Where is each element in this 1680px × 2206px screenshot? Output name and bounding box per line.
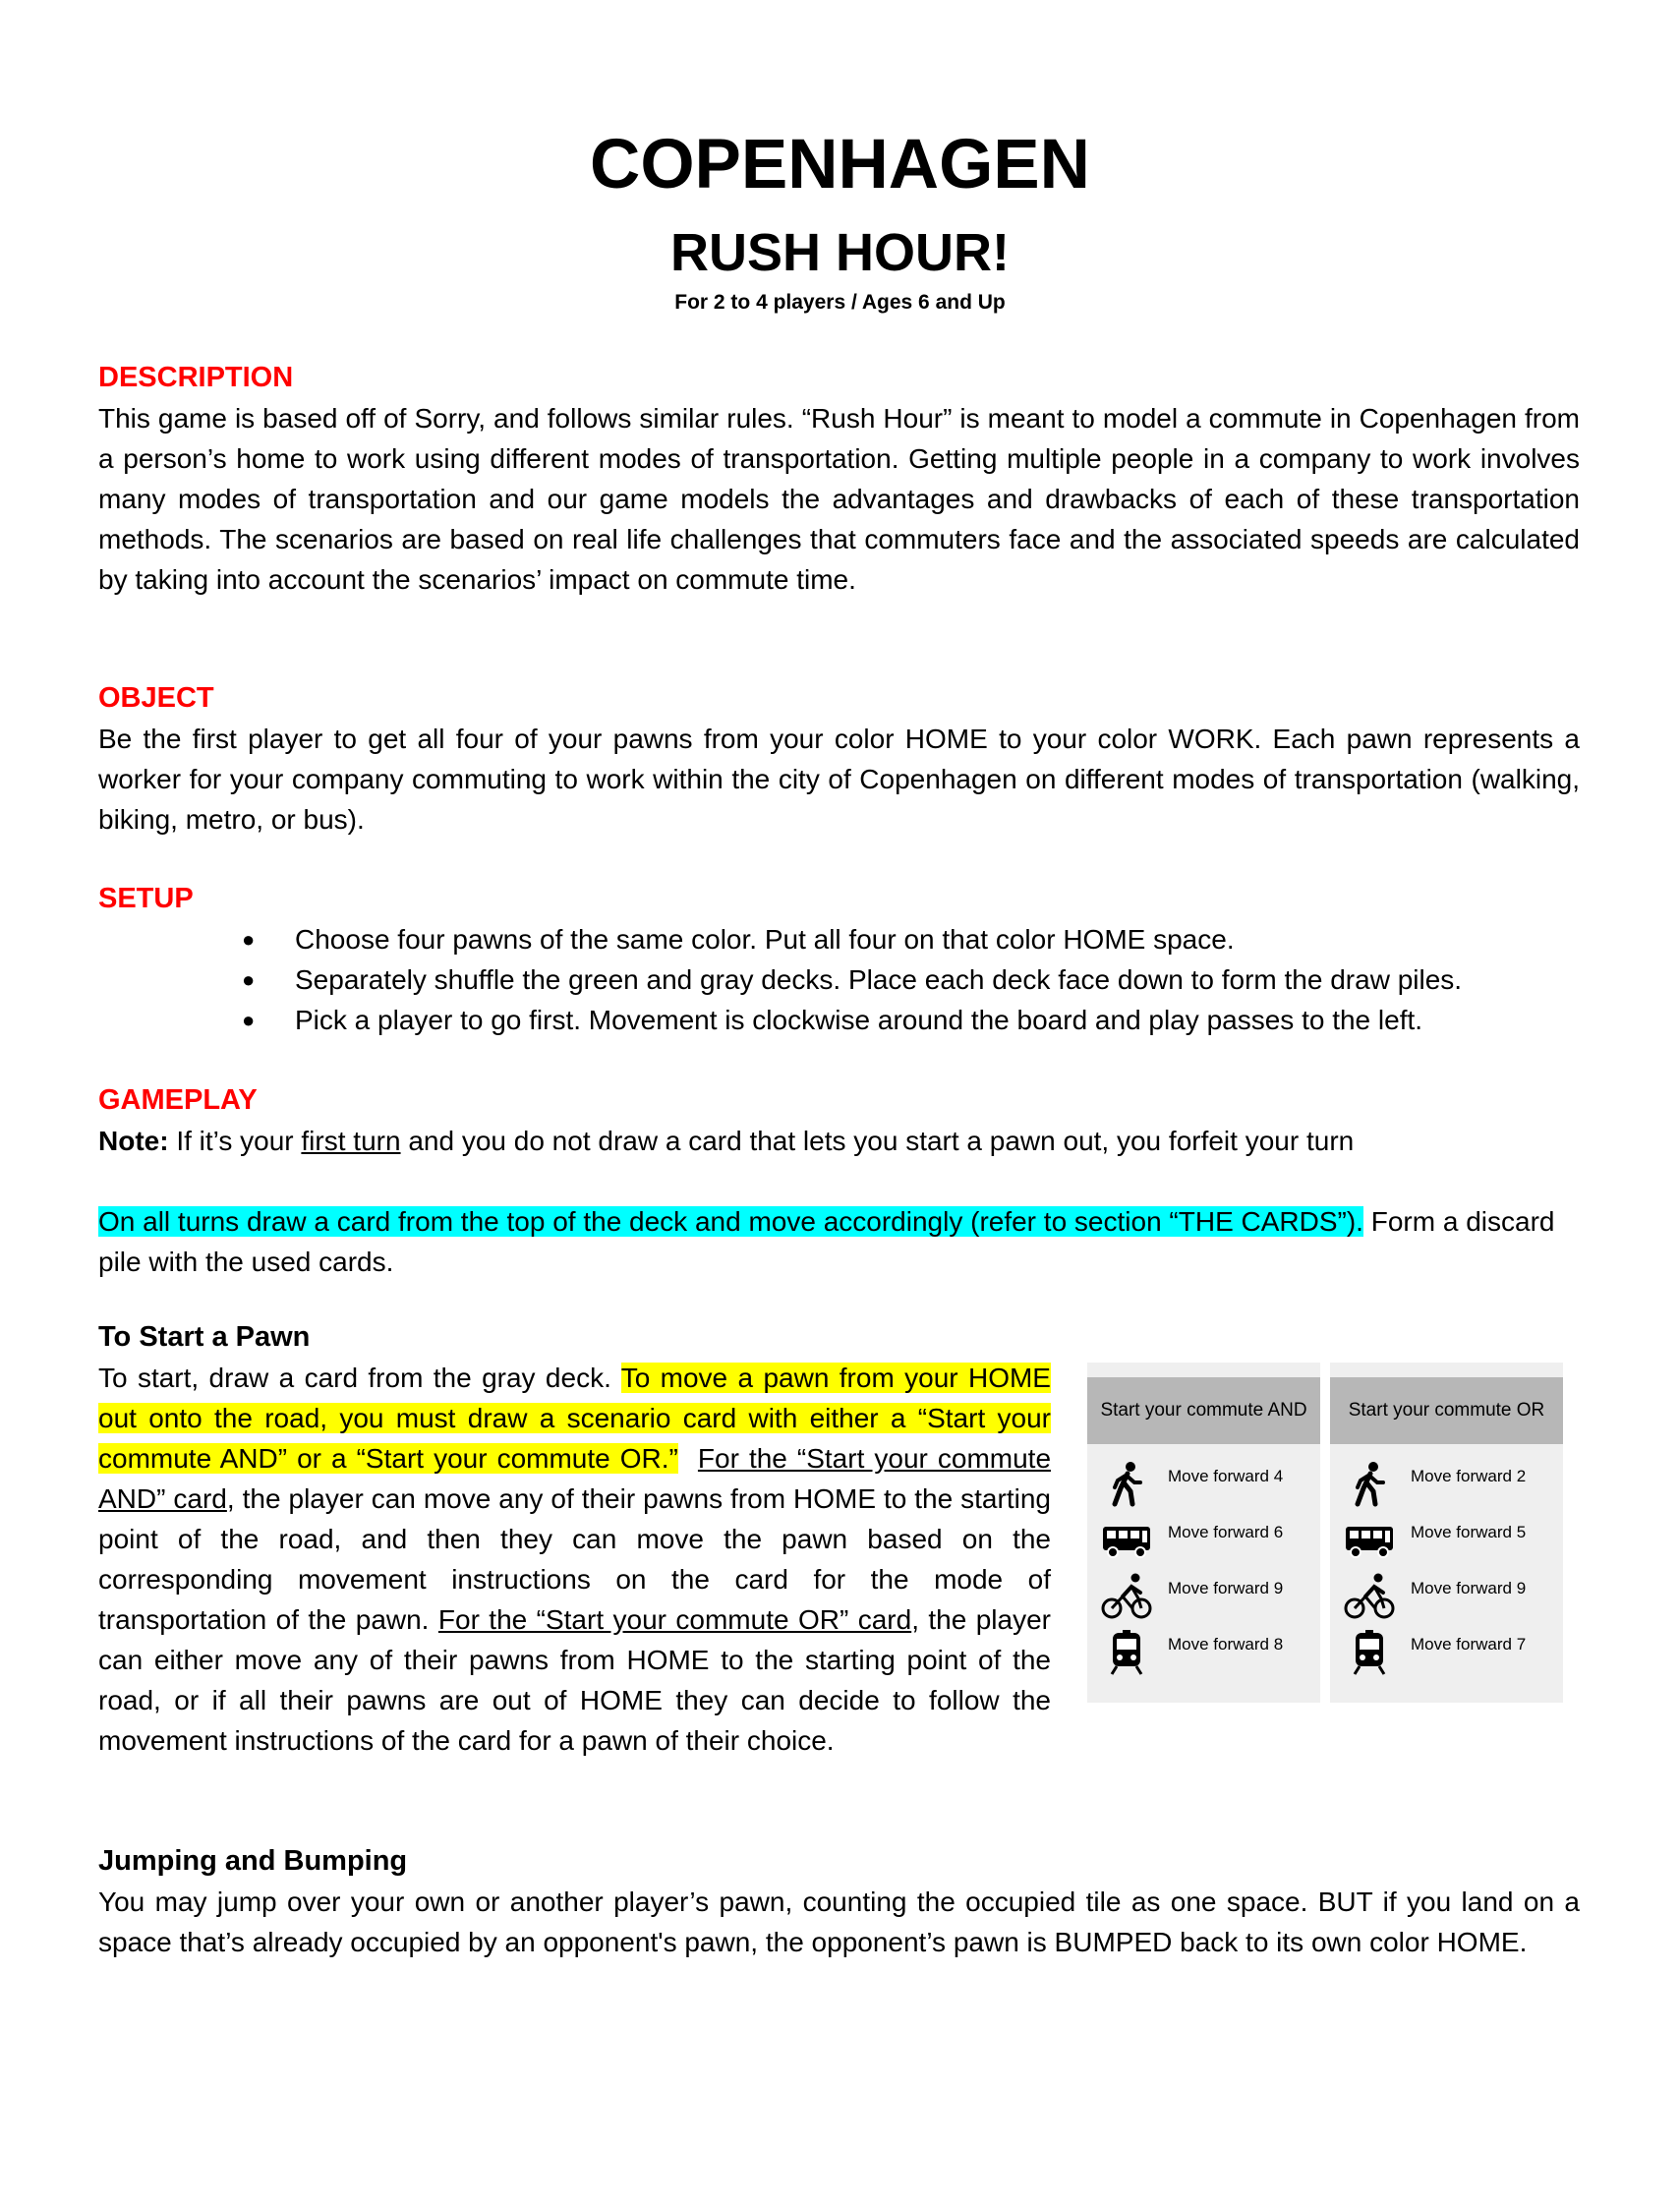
or-card-row [1330, 1461, 1563, 1510]
note-text-post: and you do not draw a card that lets you start a pawn out, you forfeit your turn [400, 1126, 1355, 1156]
jumping-text: You may jump over your own or another player’s pawn, counting the occupied tile as one space. BUT if you land on a space that’s already occupied by an opponent's pawn, the opponent’s pawn is BUMPED back to its own color HOME. [98, 1887, 1580, 1957]
document-title: COPENHAGEN [590, 126, 1090, 203]
metro-icon [1101, 1629, 1152, 1676]
scenario-cards-figure [1087, 1363, 1563, 1703]
turns-highlight: On all turns draw a card from the top of the deck and move accordingly (refer to section “THE CARDS”). [98, 1206, 1363, 1237]
setup-item-text: Choose four pawns of the same color. Put all four on that color HOME space. [295, 924, 1235, 955]
and-card [1087, 1363, 1320, 1703]
start-pawn-t1: To start, draw a card from the gray deck. [98, 1363, 621, 1393]
start-pawn-heading: To Start a Pawn [98, 1321, 311, 1353]
bullet-icon: ● [242, 927, 256, 952]
and-card-row [1087, 1573, 1320, 1622]
and-card-reference: For the “Start your commute AND” card [98, 1443, 1052, 1514]
or-card-reference: For the “Start your commute OR” card [437, 1604, 912, 1635]
turns-rest: Form a discard pile with the used cards. [98, 1206, 1555, 1277]
gameplay-section [98, 1080, 1580, 1282]
description-section [98, 358, 1580, 600]
and-card-row-text: Move forward 6 [1168, 1523, 1284, 1541]
or-card-row-text: Move forward 7 [1411, 1635, 1527, 1654]
walk-icon [1344, 1461, 1395, 1508]
or-card-row [1330, 1517, 1563, 1566]
setup-item [98, 1000, 1580, 1040]
bullet-icon: ● [242, 967, 256, 992]
gameplay-note [98, 1121, 1580, 1161]
setup-item-text: Pick a player to go first. Movement is clockwise around the board and play passes to the left. [295, 1005, 1423, 1035]
and-card-row-text: Move forward 8 [1168, 1635, 1284, 1654]
walk-icon [1101, 1461, 1152, 1508]
setup-list [98, 919, 1580, 1040]
gameplay-heading: GAMEPLAY [98, 1084, 258, 1116]
start-pawn-text [98, 1358, 1051, 1761]
gameplay-turns [98, 1201, 1580, 1282]
note-text-pre: If it’s your [168, 1126, 302, 1156]
bike-icon [1344, 1573, 1395, 1620]
or-card-row-text: Move forward 5 [1411, 1523, 1527, 1541]
note-label: Note: [98, 1126, 169, 1156]
object-text: Be the first player to get all four of your pawns from your color HOME to your color WORK. Each pawn represents a worker for your company commuting to work within the city of Copenhagen on different modes of transportation (walking, biking, metro, or bus). [98, 724, 1580, 835]
start-pawn-t3 [678, 1443, 698, 1474]
bullet-icon: ● [242, 1008, 256, 1032]
setup-section [98, 879, 1580, 1040]
or-card-row-text: Move forward 9 [1411, 1579, 1527, 1597]
description-heading: DESCRIPTION [98, 362, 294, 393]
or-card-row [1330, 1573, 1563, 1622]
setup-item [98, 959, 1580, 1000]
bus-icon [1101, 1517, 1152, 1564]
jumping-section [98, 1841, 1580, 1962]
metro-icon [1344, 1629, 1395, 1676]
description-text: This game is based off of Sorry, and follows similar rules. “Rush Hour” is meant to model a commute in Copenhagen from a person’s home to work using different modes of transportation. Getting multiple people in a company to work involves many modes of transportation and our game models the advantages and drawbacks of each of these transportation methods. The scenarios are based on real life challenges that commuters face and the associated speeds are calculated by taking into account the scenarios’ impact on commute time. [98, 403, 1580, 595]
start-pawn-highlight: To move a pawn from your HOME out onto the road, you must draw a scenario card with either a “Start your commute AND” or a “Start your commute OR.” [98, 1363, 1051, 1474]
setup-item [98, 919, 1580, 959]
document-subtitle: RUSH HOUR! [670, 223, 1010, 282]
players-info: For 2 to 4 players / Ages 6 and Up [674, 291, 1006, 314]
and-card-row [1087, 1517, 1320, 1566]
jumping-heading: Jumping and Bumping [98, 1845, 408, 1877]
bike-icon [1101, 1573, 1152, 1620]
start-pawn-t5: , the player can move any of their pawns from HOME to the starting point of the road, and then they can move the pawn based on the corresponding movement instructions on the card for the mode of transportation of the pawn. [98, 1483, 1051, 1635]
setup-heading: SETUP [98, 883, 194, 914]
setup-item-text: Separately shuffle the green and gray decks. Place each deck face down to form the draw piles. [295, 964, 1463, 995]
bus-icon [1344, 1517, 1395, 1564]
and-card-row-text: Move forward 9 [1168, 1579, 1284, 1597]
and-card-row-text: Move forward 4 [1168, 1467, 1284, 1485]
and-card-row [1087, 1629, 1320, 1678]
object-section [98, 678, 1580, 840]
or-card-title: Start your commute OR [1330, 1377, 1563, 1444]
and-card-row [1087, 1461, 1320, 1510]
or-card-row [1330, 1629, 1563, 1678]
start-pawn-section [98, 1317, 1051, 1761]
object-heading: OBJECT [98, 682, 214, 714]
or-card [1330, 1363, 1563, 1703]
or-card-row-text: Move forward 2 [1411, 1467, 1527, 1485]
and-card-title: Start your commute AND [1087, 1377, 1320, 1444]
note-first-turn: first turn [301, 1126, 401, 1156]
start-pawn-t7: , the player can either move any of their pawns from HOME to the starting point of the road, or if all their pawns are out of HOME they can decide to follow the movement instructions of the card for a pawn of their choice. [98, 1604, 1051, 1756]
